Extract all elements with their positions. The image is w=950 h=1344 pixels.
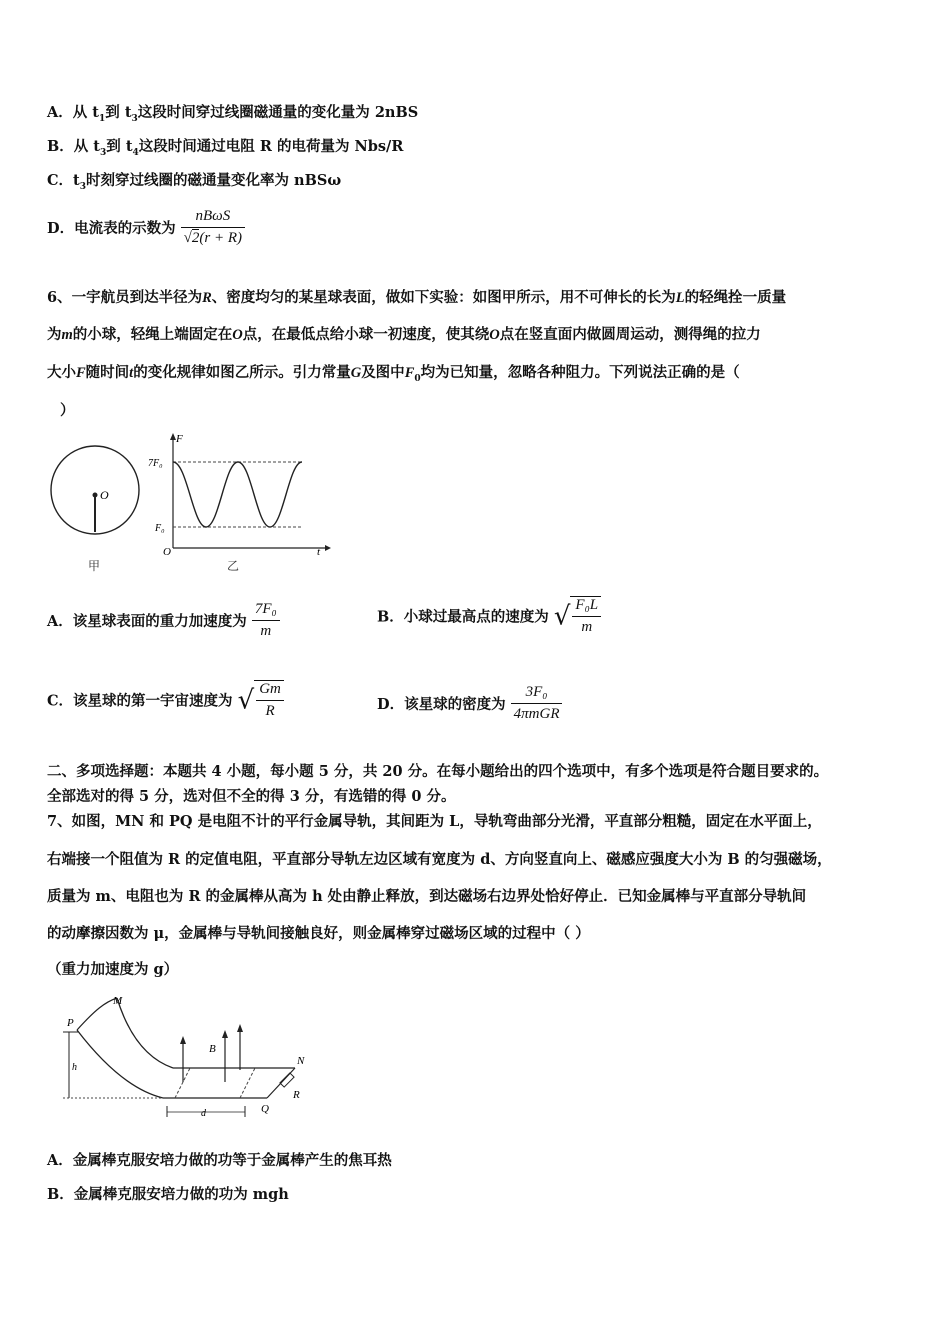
q6-option-b: B．小球过最高点的速度为 √ $\frac{\text{F₀L}}{m}$ <box>377 596 601 636</box>
q7-line-2: 右端接一个阻值为 R 的定值电阻，平直部分导轨左边区域有宽度为 d、方向竖直向上、磁感应强度大小为 B 的匀强磁场， <box>47 851 832 868</box>
label-t: t <box>317 546 321 558</box>
q6-option-a: A．该星球表面的重力加速度为 $\frac{\text{7F₀}}{m}$ <box>47 601 280 640</box>
q6-figure <box>45 428 345 578</box>
q5-option-c: C．$t_3$时刻穿过线圈的磁通量变化率为 nBSω <box>47 172 342 192</box>
label-d: d <box>201 1108 206 1119</box>
q7-option-a: A．金属棒克服安培力做的功等于金属棒产生的焦耳热 <box>47 1152 392 1169</box>
q7-line-3: 质量为 m、电阻也为 R 的金属棒从高为 h 处由静止释放，到达磁场右边界处恰好停止．已知金属棒与平直部分导轨间 <box>47 888 807 905</box>
section2-line-2: 全部选对的得 5 分，选对但不全的得 3 分，有选错的得 0 分。 <box>47 788 456 805</box>
label-f0: F₀ <box>155 523 165 534</box>
force-curve <box>173 462 302 527</box>
label-b: B <box>209 1043 216 1055</box>
q6-option-c: C．该星球的第一宇宙速度为 √ $\frac{Gm}{R}$ <box>47 680 284 720</box>
label-q: Q <box>261 1103 269 1115</box>
q7-option-b: B．金属棒克服安培力做的功为 mgh <box>47 1186 289 1203</box>
label-r: R <box>293 1089 300 1101</box>
q6-line-1: 6、一宇航员到达半径为R、密度均匀的某星球表面，做如下实验：如图甲所示，用不可伸长的长为L的轻绳拴一质量 <box>47 289 787 306</box>
caption-jia: 甲 <box>88 559 101 573</box>
caption-yi: 乙 <box>227 559 240 573</box>
label-7f0: 7F₀ <box>148 458 163 469</box>
q7-line-4: 的动摩擦因数为 μ，金属棒与导轨间接触良好，则金属棒穿过磁场区域的过程中（ ） <box>47 925 590 942</box>
rail-pq-curve <box>77 1030 163 1098</box>
label-f: F <box>176 433 183 445</box>
q5-option-a: A．从 $t_1$到 $t_3$这段时间穿过线圈磁通量的变化量为 2nBS <box>47 104 419 124</box>
rail-mn-curve <box>117 998 173 1068</box>
section2-line-1: 二、多项选择题：本题共 4 小题，每小题 5 分，共 20 分。在每小题给出的四个选项中，有多个选项是符合题目要求的。 <box>47 763 829 780</box>
q7-figure <box>55 990 315 1120</box>
q6-option-d: D．该星球的密度为 $\frac{\text{3F₀}}{\text{4πmGR}}$ <box>377 684 562 723</box>
label-n: N <box>297 1055 305 1067</box>
label-origin: O <box>163 546 171 558</box>
label-h: h <box>72 1062 77 1073</box>
q7-line-5: （重力加速度为 g） <box>47 961 179 978</box>
q6-line-4: ） <box>60 402 75 419</box>
q7-line-1: 7、如图，MN 和 PQ 是电阻不计的平行金属导轨，其间距为 L，导轨弯曲部分光滑，平直部分粗糙，固定在水平面上， <box>47 813 822 830</box>
label-p: P <box>67 1017 74 1029</box>
q6-line-2: 为m的小球，轻绳上端固定在O点，在最低点给小球一初速度，使其绕O点在竖直面内做圆周运动，测得绳的拉力 <box>47 326 761 343</box>
q5-option-d: D．电流表的示数为 $\frac{\text{nBωS}}{√2(r + R)}$ <box>47 208 245 247</box>
label-o: O <box>100 488 109 502</box>
q5-option-b: B．从 $t_3$到 $t_4$这段时间通过电阻 R 的电荷量为 Nbs/R <box>47 138 404 158</box>
q6-line-3: 大小F随时间t的变化规律如图乙所示。引力常量G及图中$F_0$均为已知量，忽略各种阻力。下列说法正确的是（ <box>47 364 740 384</box>
label-m: M <box>113 995 123 1007</box>
fraction: $\frac{\text{nBωS}}{√2(r + R)}$ <box>181 208 245 247</box>
resistor <box>280 1073 294 1087</box>
